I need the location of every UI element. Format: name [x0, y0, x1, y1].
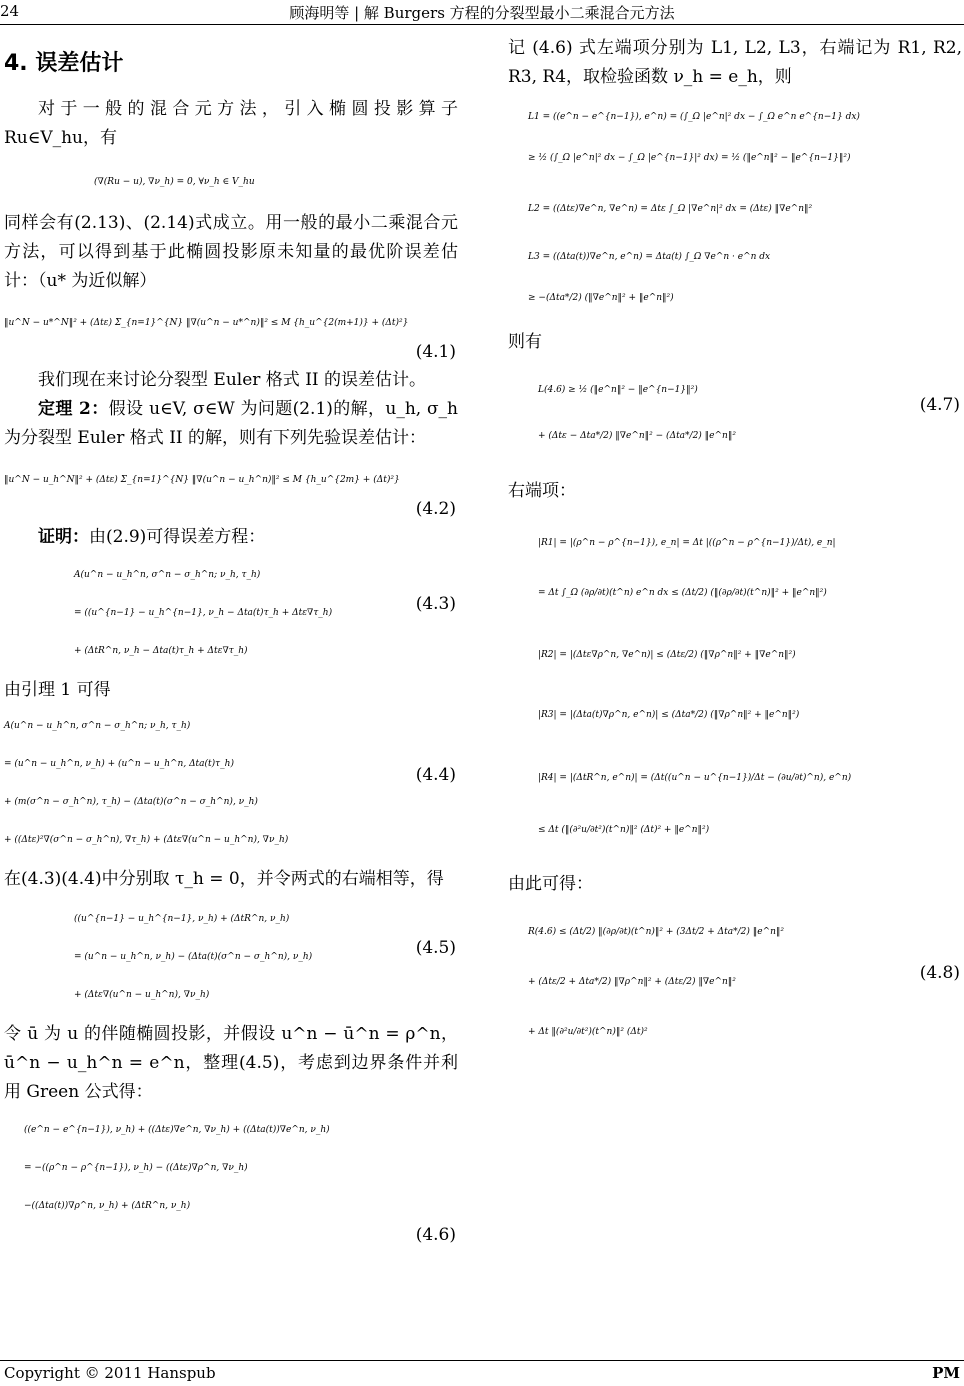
equation-number: (4.1) — [415, 342, 456, 362]
equation-line: + (m(σ^n − σ_h^n), τ_h) − (Δta(t)(σ^n − σ_h^n), ν_h) — [4, 797, 258, 807]
proof-label: 证明： — [38, 527, 89, 547]
equation-line: = −((ρ^n − ρ^{n−1}), ν_h) − ((Δtε)∇ρ^n, ∇ν_h) — [24, 1163, 248, 1173]
equation-line: = (u^n − u_h^n, ν_h) − (Δta(t)(σ^n − σ_h^n), ν_h) — [74, 952, 313, 962]
footer-rule — [0, 1360, 964, 1361]
equation-L1 — [528, 98, 962, 180]
theorem — [4, 395, 458, 453]
equation-line: |R1| = |(ρ^n − ρ^{n−1}), e_n| = Δt |((ρ^n − ρ^{n−1})/Δt), e_n| — [538, 538, 836, 548]
theorem-text: 假设 u∈V, σ∈W 为问题(2.1)的解，u_h, σ_h 为分裂型 Euler 格式 II 的解，则有下列先验误差估计： — [4, 399, 458, 448]
equation-line: ‖u^N − u_h^N‖² + (Δtε) Σ_{n=1}^{N} ‖∇(u^n − u_h^n)‖² ≤ M {h_u^{2m} + (Δt)²} — [4, 475, 400, 485]
header-rule — [0, 24, 964, 25]
equation-line: L(4.6) ≥ ½ (‖e^n‖² − ‖e^{n−1}‖²) — [538, 385, 698, 395]
equation-number: (4.6) — [415, 1225, 456, 1245]
equation-4-1 — [4, 304, 458, 342]
equation-line: A(u^n − u_h^n, σ^n − σ_h^n; ν_h, τ_h) — [4, 721, 191, 731]
paragraph: 在(4.3)(4.4)中分别取 τ_h = 0，并令两式的右端相等，得 — [4, 869, 444, 889]
equation-L3 — [528, 238, 962, 320]
equation-4-2 — [4, 461, 458, 499]
equation-projection — [94, 163, 458, 201]
equation-line: |R3| = |(Δta(t)∇ρ^n, e^n)| ≤ (Δta*/2) (‖∇ρ^n‖² + ‖e^n‖²) — [538, 710, 800, 720]
equation-line: + ((Δtε)²∇(σ^n − σ_h^n), ∇τ_h) + (Δtε∇(u^n − u_h^n), ∇ν_h) — [4, 835, 289, 845]
equation-number: (4.5) — [415, 938, 456, 958]
theorem-label: 定理 2： — [38, 399, 109, 419]
equation-line: = (u^n − u_h^n, ν_h) + (u^n − u_h^n, Δta(t)τ_h) — [4, 759, 234, 769]
equation-number: (4.7) — [919, 395, 960, 415]
equation-4-5 — [74, 900, 458, 1014]
paragraph: 我们现在来讨论分裂型 Euler 格式 II 的误差估计。 — [38, 370, 427, 390]
copyright-text: Copyright © 2011 Hanspub — [4, 1364, 216, 1382]
equation-line: = ((u^{n−1} − u_h^{n−1}, ν_h − Δta(t)τ_h + Δtε∇τ_h) — [74, 608, 333, 618]
left-column — [4, 34, 458, 1249]
equation-4-3 — [74, 556, 458, 670]
page-number: 24 — [0, 2, 20, 20]
equation-4-8 — [528, 907, 962, 1057]
paragraph: 则有 — [508, 332, 542, 352]
equation-4-4 — [4, 707, 458, 859]
equation-line: L3 = ((Δta(t))∇e^n, e^n) = Δta(t) ∫_Ω ∇e^n · e^n dx — [528, 252, 771, 262]
equation-R4 — [538, 752, 962, 856]
equation-line: = Δt ∫_Ω (∂ρ/∂t)(t^n) e^n dx ≤ (Δt/2) (‖(∂ρ/∂t)(t^n)‖² + ‖e^n‖²) — [538, 588, 827, 598]
equation-line: + (Δtε∇(u^n − u_h^n), ∇ν_h) — [74, 990, 210, 1000]
equation-line: ≥ ½ (∫_Ω |e^n|² dx − ∫_Ω |e^{n−1}|² dx) = ½ (‖e^n‖² − ‖e^{n−1}‖²) — [528, 153, 851, 163]
equation-4-7 — [538, 367, 962, 459]
equation-line: + (Δtε − Δta*/2) ‖∇e^n‖² − (Δta*/2) ‖e^n‖² — [538, 431, 736, 441]
equation-R2 — [538, 632, 962, 678]
equation-line: ((e^n − e^{n−1}), ν_h) + ((Δtε)∇e^n, ∇ν_h) + ((Δta(t))∇e^n, ν_h) — [24, 1125, 330, 1135]
journal-abbrev: PM — [932, 1364, 960, 1382]
right-column — [508, 34, 962, 1057]
equation-R3 — [538, 692, 962, 738]
paragraph: 由引理 1 可得 — [4, 680, 111, 700]
equation-line: |R2| = |(Δtε∇ρ^n, ∇e^n)| ≤ (Δtε/2) (‖∇ρ^n‖² + ‖∇e^n‖²) — [538, 650, 796, 660]
equation-number: (4.2) — [415, 499, 456, 519]
proof-text: 由(2.9)可得误差方程： — [89, 527, 266, 547]
paragraph: 记 (4.6) 式左端项分别为 L1, L2, L3，右端记为 R1, R2, R3, R4，取检验函数 ν_h = e_h，则 — [508, 38, 962, 87]
equation-line: + (Δtε/2 + Δta*/2) ‖∇ρ^n‖² + (Δtε/2) ‖∇e^n‖² — [528, 977, 736, 987]
equation-line: + Δt ‖(∂²u/∂t²)(t^n)‖² (Δt)² — [528, 1027, 648, 1037]
equation-line: ‖u^N − u*^N‖² + (Δtε) Σ_{n=1}^{N} ‖∇(u^n − u*^n)‖² ≤ M {h_u^{2(m+1)} + (Δt)²} — [4, 318, 409, 328]
equation-line: + (ΔtR^n, ν_h − Δta(t)τ_h + Δtε∇τ_h) — [74, 646, 248, 656]
equation-line: L2 = ((Δtε)∇e^n, ∇e^n) = Δtε ∫_Ω |∇e^n|² dx = (Δtε) ‖∇e^n‖² — [528, 204, 813, 214]
proof — [4, 523, 458, 552]
equation-line: |R4| = |(ΔtR^n, e^n)| = (Δt((u^n − u^{n−1})/Δt − (∂u/∂t)^n), e^n) — [538, 773, 852, 783]
equation-number: (4.8) — [919, 963, 960, 983]
equation-line: ((u^{n−1} − u_h^{n−1}, ν_h) + (ΔtR^n, ν_h) — [74, 914, 290, 924]
equation-4-6 — [24, 1111, 458, 1225]
paragraph: 右端项： — [508, 481, 576, 501]
section-title: 4. 误差估计 — [4, 51, 124, 76]
equation-line: A(u^n − u_h^n, σ^n − σ_h^n; ν_h, τ_h) — [74, 570, 261, 580]
paragraph: 对于一般的混合元方法，引入椭圆投影算子 Ru∈V_hu，有 — [4, 99, 458, 148]
page-header — [0, 0, 964, 24]
equation-R1 — [538, 518, 962, 618]
equation-line: (∇(Ru − u), ∇ν_h) = 0, ∀ν_h ∈ V_hu — [94, 177, 255, 187]
equation-line: ≥ −(Δta*/2) (‖∇e^n‖² + ‖e^n‖²) — [528, 293, 674, 303]
running-title: 顾海明等 | 解 Burgers 方程的分裂型最小二乘混合元方法 — [289, 4, 675, 22]
paragraph: 同样会有(2.13)、(2.14)式成立。用一般的最小二乘混合元方法，可以得到基于此椭圆投影原未知量的最优阶误差估计：（u* 为近似解） — [4, 213, 458, 291]
paragraph: 由此可得： — [508, 874, 593, 894]
equation-L2 — [528, 190, 962, 228]
equation-line: −((Δta(t))∇ρ^n, ν_h) + (ΔtR^n, ν_h) — [24, 1201, 191, 1211]
equation-number: (4.3) — [415, 594, 456, 614]
equation-line: L1 = ((e^n − e^{n−1}), e^n) = (∫_Ω |e^n|² dx − ∫_Ω e^n e^{n−1} dx) — [528, 112, 860, 122]
paragraph: 令 ū 为 u 的伴随椭圆投影，并假设 u^n − ū^n = ρ^n，ū^n − u_h^n = e^n，整理(4.5)，考虑到边界条件并利用 Green 公式得： — [4, 1024, 458, 1102]
equation-line: R(4.6) ≤ (Δt/2) ‖(∂ρ/∂t)(t^n)‖² + (3Δt/2 + Δta*/2) ‖e^n‖² — [528, 927, 785, 937]
equation-number: (4.4) — [415, 765, 456, 785]
equation-line: ≤ Δt (‖(∂²u/∂t²)(t^n)‖² (Δt)² + ‖e^n‖²) — [538, 825, 710, 835]
